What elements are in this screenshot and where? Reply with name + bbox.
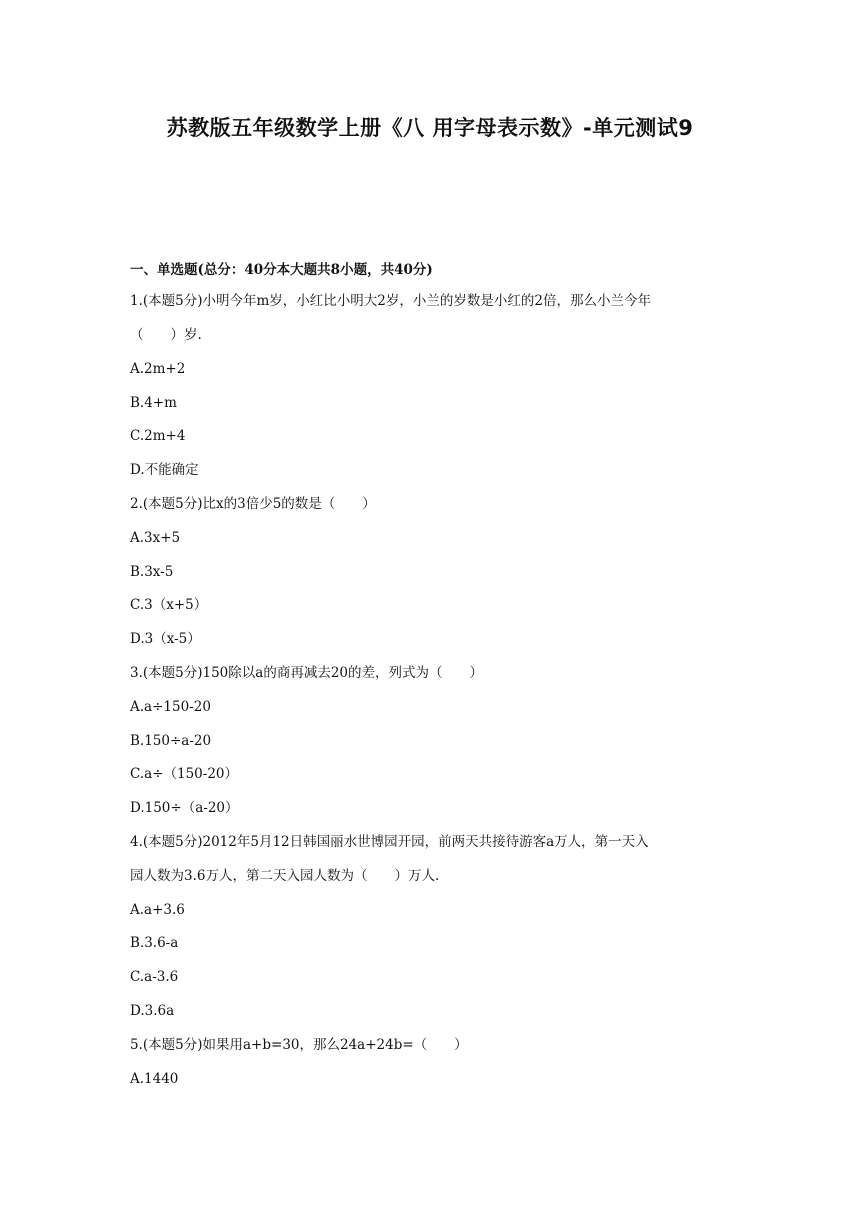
- question-3-option-a: A.a÷150-20: [130, 699, 211, 715]
- question-4-stem-line-1: 4.(本题5分)2012年5月12日韩国丽水世博园开园，前两天共接待游客a万人，第一天入: [130, 834, 649, 850]
- question-1-option-c: C.2m+4: [130, 428, 186, 444]
- question-2-option-c: C.3（x+5）: [130, 597, 208, 613]
- question-2-option-b: B.3x-5: [130, 564, 174, 580]
- question-4-option-d: D.3.6a: [130, 1003, 175, 1019]
- section-heading: 一、单选题(总分：40分本大题共8小题，共40分): [130, 262, 433, 278]
- question-1-option-d: D.不能确定: [130, 462, 199, 478]
- question-1-stem-line-2: （ ）岁.: [130, 327, 202, 343]
- question-2-stem: 2.(本题5分)比x的3倍少5的数是（ ）: [130, 496, 376, 512]
- question-4-option-c: C.a-3.6: [130, 969, 179, 985]
- question-2-option-a: A.3x+5: [130, 530, 181, 546]
- question-3-option-c: C.a÷（150-20）: [130, 766, 239, 782]
- question-3-stem: 3.(本题5分)150除以a的商再减去20的差，列式为（ ）: [130, 665, 483, 681]
- question-4-stem-line-2: 园人数为3.6万人，第二天入园人数为（ ）万人.: [130, 868, 440, 884]
- document-title: 苏教版五年级数学上册《八 用字母表示数》-单元测试9: [166, 116, 694, 140]
- question-3-option-d: D.150÷（a-20）: [130, 800, 239, 816]
- question-2-option-d: D.3（x-5）: [130, 631, 201, 647]
- question-4-option-b: B.3.6-a: [130, 935, 179, 951]
- question-1-stem-line-1: 1.(本题5分)小明今年m岁，小红比小明大2岁，小兰的岁数是小红的2倍，那么小兰今年: [130, 293, 651, 309]
- question-5-option-a: A.1440: [130, 1071, 179, 1087]
- question-1-option-b: B.4+m: [130, 395, 177, 411]
- question-5-stem: 5.(本题5分)如果用a+b=30，那么24a+24b=（ ）: [130, 1037, 468, 1053]
- question-1-option-a: A.2m+2: [130, 361, 186, 377]
- question-4-option-a: A.a+3.6: [130, 902, 185, 918]
- question-3-option-b: B.150÷a-20: [130, 733, 212, 749]
